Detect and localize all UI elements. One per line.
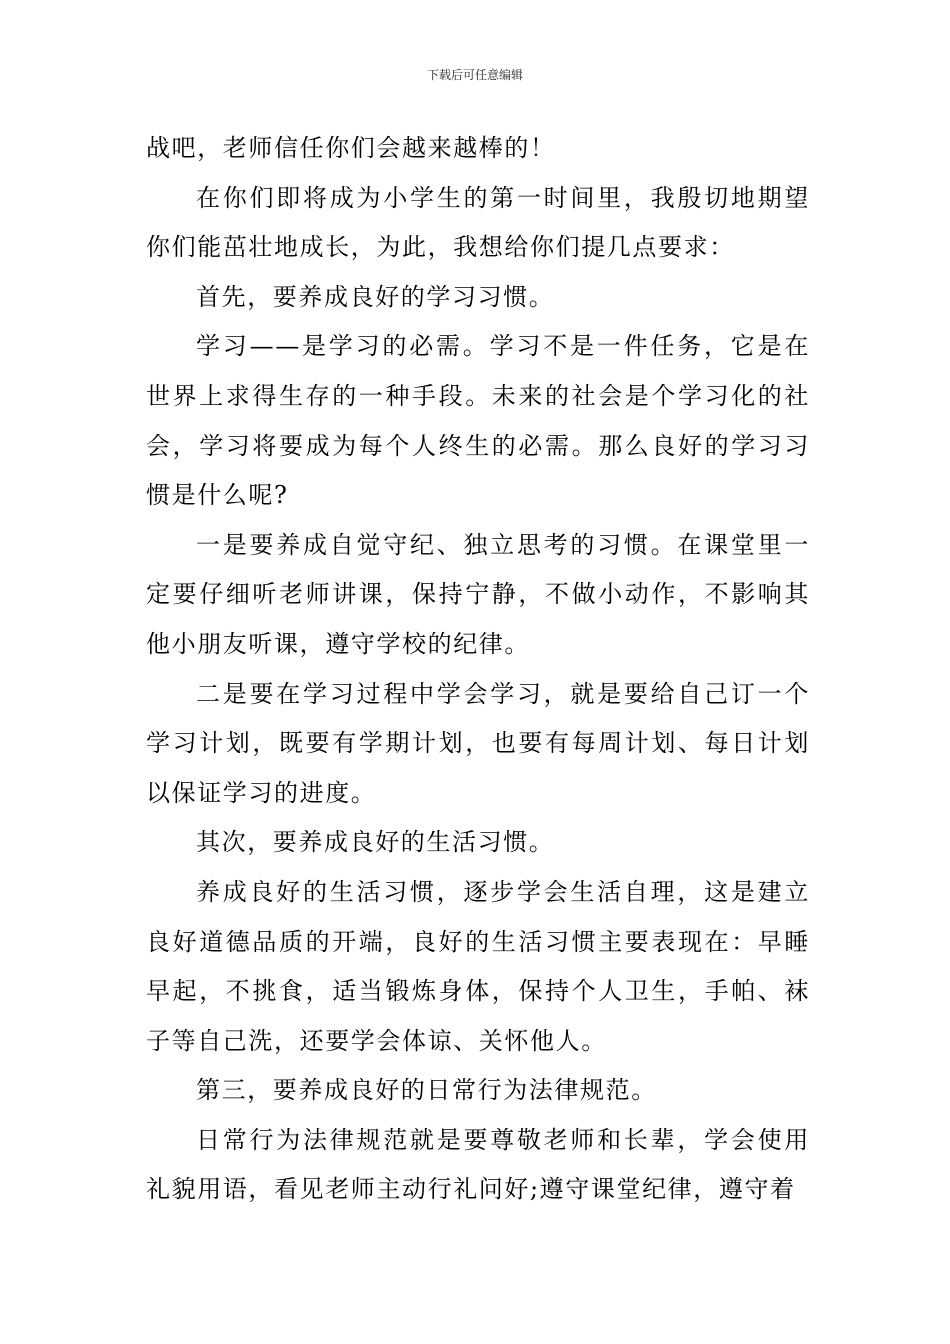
paragraph: 日常行为法律规范就是要尊敬老师和长辈，学会使用礼貌用语，看见老师主动行礼问好;遵守课堂纪律，遵守着 — [146, 1125, 810, 1204]
paragraph: 在你们即将成为小学生的第一时间里，我殷切地期望你们能茁壮地成长，为此，我想给你们提几点要求： — [146, 183, 810, 262]
section-heading: 第三，要养成良好的日常行为法律规范。 — [196, 1076, 657, 1105]
document-body — [146, 124, 810, 1215]
paragraph: 学习——是学习的必需。学习不是一件任务，它是在世界上求得生存的一种手段。未来的社会是个学习化的社会，学习将要成为每个人终生的必需。那么良好的学习习惯是什么呢? — [146, 332, 810, 510]
paragraph: 养成良好的生活习惯，逐步学会生活自理，这是建立良好道德品质的开端，良好的生活习惯主要表现在：早睡早起，不挑食，适当锻炼身体，保持个人卫生，手帕、袜子等自己洗，还要学会体谅、关怀他人。 — [146, 877, 810, 1055]
section-heading: 其次，要养成良好的生活习惯。 — [196, 828, 555, 857]
section-heading: 首先，要养成良好的学习习惯。 — [196, 282, 555, 311]
paragraph: 二是要在学习过程中学会学习，就是要给自己订一个学习计划，既要有学期计划，也要有每周计划、每日计划以保证学习的进度。 — [146, 679, 810, 807]
page-header: 下载后可任意编辑 — [426, 68, 523, 82]
paragraph: 战吧，老师信任你们会越来越棒的！ — [146, 134, 556, 162]
paragraph: 一是要养成自觉守纪、独立思考的习惯。在课堂里一定要仔细听老师讲课，保持宁静，不做小动作，不影响其他小朋友听课，遵守学校的纪律。 — [146, 530, 810, 658]
